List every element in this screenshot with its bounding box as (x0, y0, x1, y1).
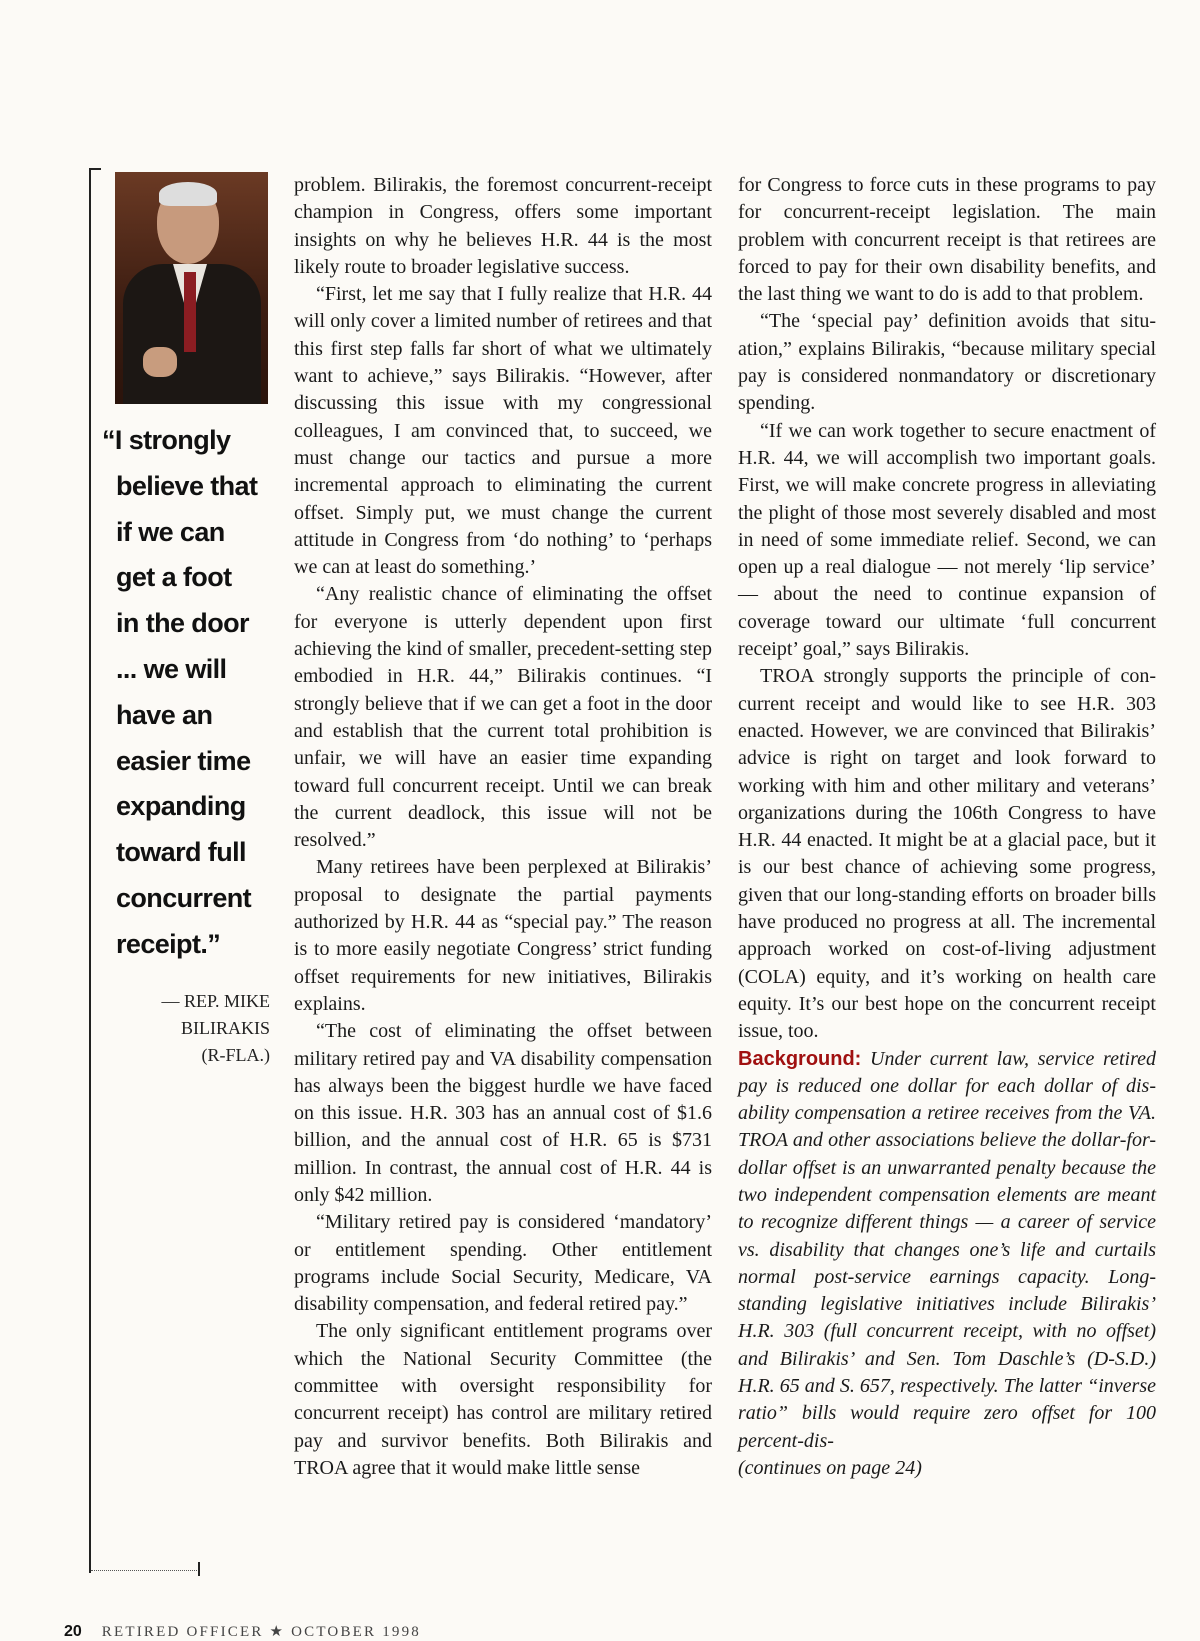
pull-quote-line: believe that (116, 470, 258, 501)
article-paragraph: “The ‘special pay’ definition avoids that situation,” explains Bilirakis, “because military special pay is considered nonmandatory or discretionary spending. (738, 310, 1156, 415)
pull-quote-line: toward full (116, 837, 246, 868)
quote-attribution (130, 988, 270, 1069)
attribution-line: (R-FLA.) (201, 1045, 270, 1065)
pull-quote-line: get a foot (116, 562, 232, 593)
photo-tie (184, 272, 196, 352)
pull-quote-line: have an (116, 699, 213, 730)
background-text: Under current law, service retired pay is reduced one dollar for each dollar of disability compensation a retiree receives from the VA. TROA and other associations believe the dollar-for-dollar offset is an unwarranted penalty because the two independent compensation elements are meant to recognize different things — a career of service vs. disability that changes one’s life and curtails normal post-service earnings capacity. Long-standing legislative initiatives include Bilirakis’ H.R. 303 (full concurrent receipt, with no offset) and Bilirakis’ and Sen. Tom Daschle’s (D-S.D.) H.R. 65 and S. 657, respectively. The latter “inverse ratio” bills would require zero offset for 100 percent-dis- (738, 1047, 1156, 1452)
continuation-note: (continues on page 24) (738, 1456, 922, 1479)
running-title: RETIRED OFFICER ★ OCTOBER 1998 (101, 1624, 421, 1640)
background-paragraph (738, 1046, 1156, 1455)
article-paragraph: “Any realistic chance of eliminating the offset for everyone is utterly dependent upon first achieving the kind of smaller, precedent-setting step embodied in H.R. 44,” Bilirakis continues. “I strongly believe that if we can get a foot in the door and establish that the current total prohibition is unfair, we will have an easier time expanding toward full concurrent receipt. Until we can break the current deadlock, this issue will not be resolved.” (294, 583, 712, 852)
attribution-line: — REP. MIKE (161, 991, 270, 1011)
pull-quote-line: concurrent (116, 882, 252, 913)
article-column-middle (294, 172, 712, 1482)
pull-quote-line: in the door (116, 608, 249, 639)
article-paragraph: The only significant entitlement programs over which the National Security Committee (the committee with oversight responsibility for concurrent receipt) has control are military retired pay and survivor benefits. Both Bilirakis and TROA agree that it would make little sense (294, 1320, 712, 1479)
page-number: 20 (64, 1623, 82, 1640)
article-paragraph: “Military retired pay is considered ‘mandatory’ or entitlement spending. Other entitlement programs include Social Security, Medicare, VA disability compensation, and federal retired pay.” (294, 1211, 712, 1316)
pull-quote-line: easier time (116, 745, 251, 776)
article-paragraph: “If we can work together to secure enactment of H.R. 44, we will accomplish two important goals. First, we will make concrete progress in alleviating the plight of those most severely disabled and most in need of some immediate relief. Second, we can open up a real dialogue — not merely ‘lip service’ — about the need to continue expansion of coverage toward our ultimate ‘full concurrent receipt’ goal,” says Bilirakis. (738, 419, 1156, 661)
article-column-right (738, 172, 1156, 1482)
photo-hair (159, 182, 217, 206)
sidebar-rule (89, 168, 91, 1573)
sidebar-rule-tick (198, 1562, 200, 1576)
article-paragraph: problem. Bilirakis, the foremost concurrent-receipt champion in Congress, offers some important insights on why he believes H.R. 44 is the most likely route to broader legislative success. (294, 174, 712, 278)
pull-quote-line: expanding (116, 791, 246, 822)
photo-hand (143, 347, 177, 377)
sidebar-rule-bottom (91, 1570, 197, 1571)
pull-quote-line: receipt.” (116, 928, 221, 959)
pull-quote-line: ... we will (116, 653, 227, 684)
attribution-line: BILIRAKIS (181, 1018, 270, 1038)
article-paragraph: for Congress to force cuts in these programs to pay for concurrent-receipt legislation. The main problem with concurrent receipt is that retirees are forced to pay for their own disability benefits, and the last thing we want to do is add to that problem. (738, 174, 1156, 306)
pull-quote-line: if we can (116, 516, 225, 547)
article-paragraph: TROA strongly supports the principle of concurrent receipt and would like to see H.R. 303 enacted. However, we are convinced that Bilirakis’ advice is right on target and look forward to working with him and other military and veterans’ organizations during the 106th Congress to have H.R. 44 enacted. It might be at a glacial pace, but it is our best chance of achieving some progress, given that our long-standing efforts on broader bills have produced no progress at all. The incremental approach worked on cost-of-living adjustment (COLA) equity, and it’s working on health care equity. It’s our best hope on the concurrent receipt issue, too. (738, 665, 1156, 1043)
article-paragraph: Many retirees have been perplexed at Bilirakis’ proposal to designate the partial payments authorized by H.R. 44 as “special pay.” The reason is to more easily negotiate Congress’ strict funding offset requirements for new initiatives, Bilirakis explains. (294, 856, 712, 1015)
background-label: Background: (738, 1047, 862, 1070)
pull-quote-line: “I strongly (102, 425, 231, 455)
article-paragraph: “First, let me say that I fully realize that H.R. 44 will only cover a limited number of retirees and that this first step falls far short of what we ultimately want to achieve,” says Bilirakis. “However, after discussing this issue with my congressional colleagues, I am convinced that, to succeed, we must change our tactics and pursue a more incremental approach to eliminating the current offset. Simply put, we must change the current attitude in Congress from ‘do nothing’ to ‘perhaps we can at least do something.’ (294, 283, 712, 579)
pull-quote (102, 418, 267, 968)
page-footer (64, 1623, 421, 1641)
article-paragraph: “The cost of eliminating the offset between military retired pay and VA disability compensation has always been the biggest hurdle we have faced on this issue. H.R. 303 has an annual cost of $1.6 billion, and the annual cost of H.R. 65 is $731 million. In contrast, the annual cost of H.R. 44 is only $42 million. (294, 1020, 712, 1206)
portrait-photo (115, 172, 268, 404)
